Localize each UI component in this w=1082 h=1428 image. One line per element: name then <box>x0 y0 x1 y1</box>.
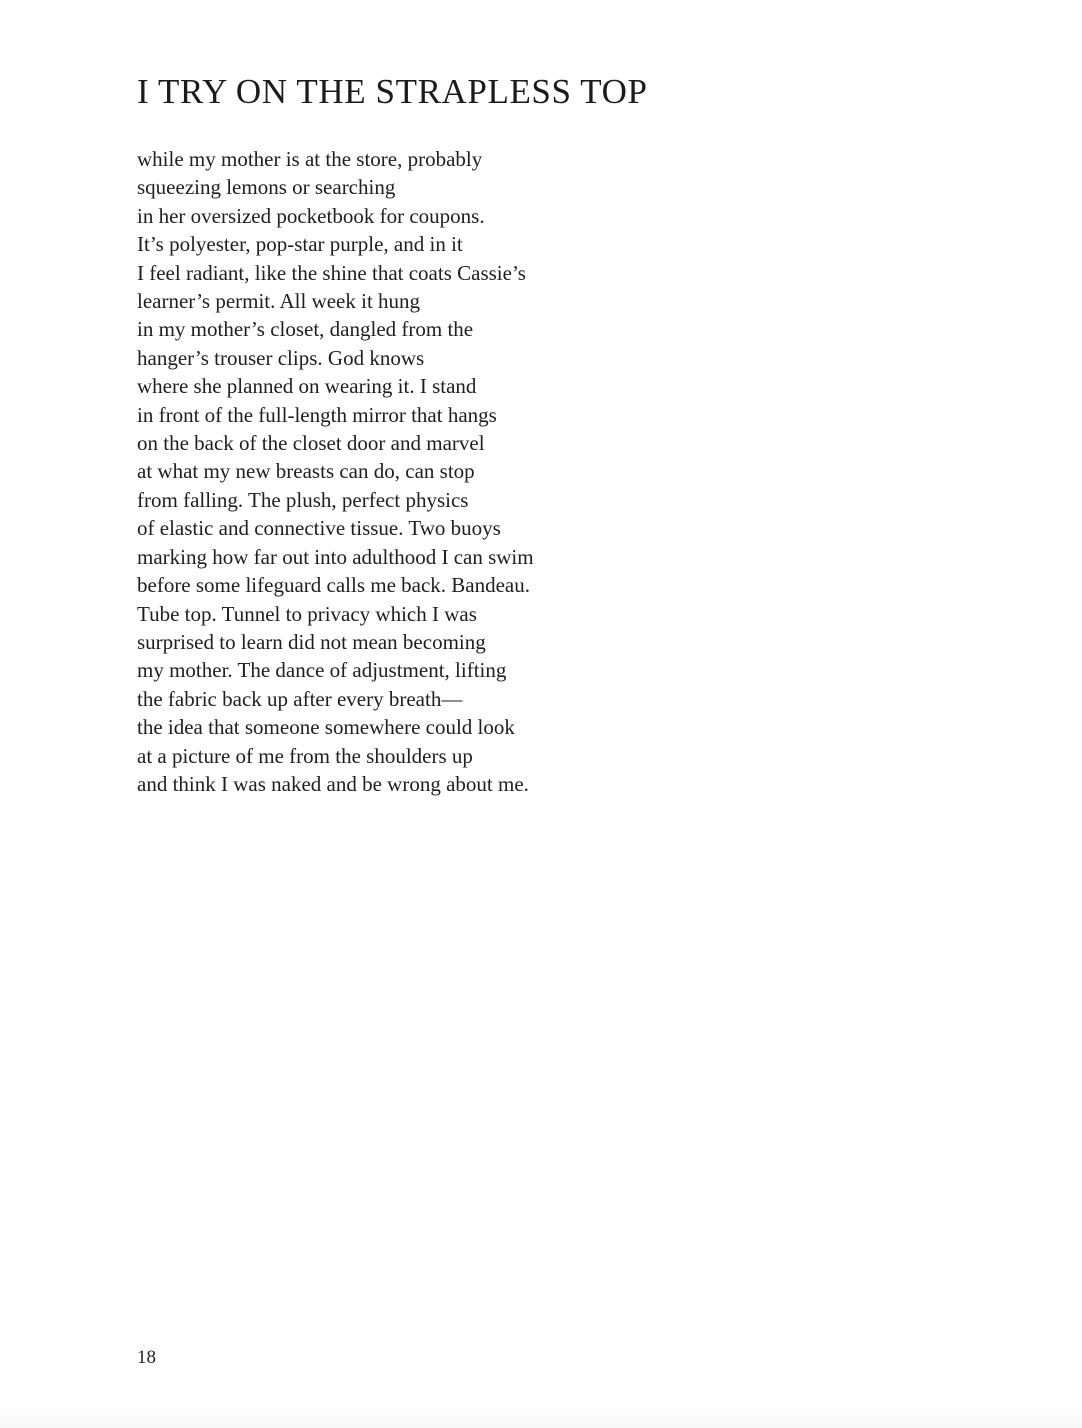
poem-line: in my mother’s closet, dangled from the <box>137 317 474 342</box>
poem-line: at a picture of me from the shoulders up <box>137 743 473 768</box>
poem-line: Tube top. Tunnel to privacy which I was <box>137 601 477 626</box>
poem-line: before some lifeguard calls me back. Bandeau. <box>137 573 531 598</box>
poem-line: from falling. The plush, perfect physics <box>137 487 469 512</box>
page-bottom-edge <box>0 1408 1082 1428</box>
poem-line: the idea that someone somewhere could look <box>137 715 515 740</box>
poem-line: in her oversized pocketbook for coupons. <box>137 203 485 228</box>
poem-line: on the back of the closet door and marvel <box>137 431 485 456</box>
poem-line: marking how far out into adulthood I can swim <box>137 544 534 569</box>
poem-line: the fabric back up after every breath— <box>137 686 463 711</box>
poem-line: while my mother is at the store, probably <box>137 147 483 171</box>
poem-line: where she planned on wearing it. I stand <box>137 374 477 399</box>
poem-line: of elastic and connective tissue. Two buoys <box>137 516 501 541</box>
poem-line: and think I was naked and be wrong about me. <box>137 771 529 796</box>
page-number: 18 <box>137 1347 156 1368</box>
poem-line: at what my new breasts can do, can stop <box>137 459 475 484</box>
poem-line: hanger’s trouser clips. God knows <box>137 345 425 370</box>
poem-body <box>137 145 534 798</box>
poem-line: in front of the full-length mirror that hangs <box>137 402 497 427</box>
poem-title: I TRY ON THE STRAPLESS TOP <box>137 72 648 111</box>
poem-line: squeezing lemons or searching <box>137 175 396 200</box>
poem-line: surprised to learn did not mean becoming <box>137 629 486 654</box>
poem-line: my mother. The dance of adjustment, lifting <box>137 658 507 683</box>
poem-line: It’s polyester, pop-star purple, and in it <box>137 232 463 257</box>
poem-line: I feel radiant, like the shine that coats Cassie’s <box>137 260 526 285</box>
poem-line: learner’s permit. All week it hung <box>137 289 421 314</box>
